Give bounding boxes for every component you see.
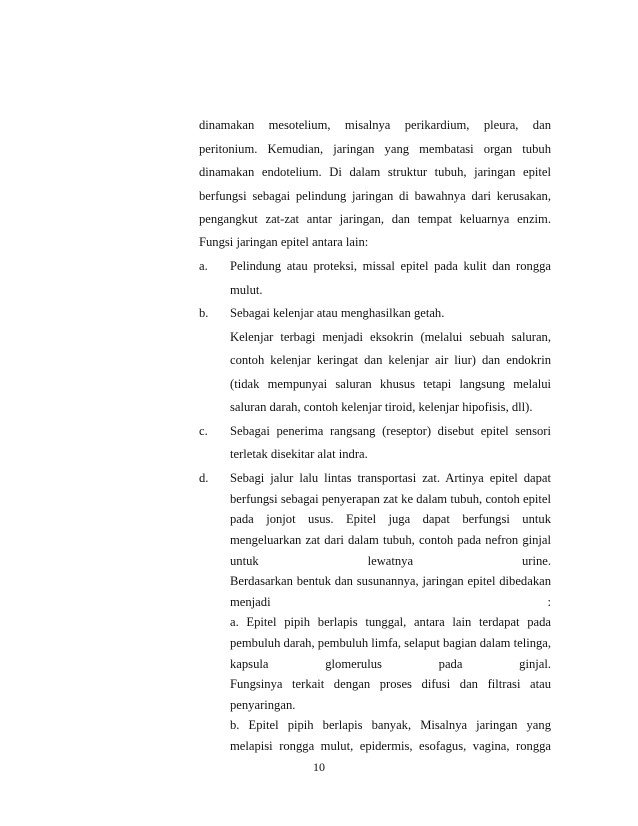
list-item-line: Sebagai kelenjar atau menghasilkan getah. [230, 306, 445, 320]
list-item-line: pada jonjot usus. Epitel juga dapat berfungsi untuk [230, 512, 551, 527]
paragraph-line: dinamakan mesotelium, misalnya perikardium, pleura, dan [199, 118, 551, 132]
list-item-line: contoh kelenjar keringat dan kelenjar air liur) dan endokrin [230, 353, 551, 367]
list-item-line: (tidak mempunyai saluran khusus tetapi langsung melalui [230, 377, 551, 391]
list-item-line: Sebagai penerima rangsang (reseptor) disebut epitel sensori [230, 424, 551, 438]
list-marker: d. [199, 471, 209, 485]
list-item-line: Berdasarkan bentuk dan susunannya, jaringan epitel dibedakan [230, 574, 551, 589]
list-item-line: saluran darah, contoh kelenjar tiroid, kelenjar hipofisis, dll). [230, 400, 533, 414]
paragraph-line: dinamakan endotelium. Di dalam struktur tubuh, jaringan epitel [199, 165, 551, 179]
list-marker: b. [199, 306, 209, 320]
list-item-line: melapisi rongga mulut, epidermis, esofagus, vagina, rongga [230, 739, 551, 753]
list-item-line: Kelenjar terbagi menjadi eksokrin (melalui sebuah saluran, [230, 330, 551, 344]
list-marker: c. [199, 424, 208, 438]
list-item-line: terletak disekitar alat indra. [230, 447, 368, 461]
paragraph-line: peritonium. Kemudian, jaringan yang membatasi organ tubuh [199, 142, 551, 156]
paragraph-line: berfungsi sebagai pelindung jaringan di bawahnya dari kerusakan, [199, 189, 551, 203]
list-item-line: berfungsi sebagai penyerapan zat ke dalam tubuh, contoh epitel [230, 491, 551, 506]
list-item-line: penyaringan. [230, 697, 296, 712]
list-item-line: menjadi : [230, 594, 551, 609]
paragraph-line: pengangkut zat-zat antar jaringan, dan tempat keluarnya enzim. [199, 212, 551, 226]
list-item-line: b. Epitel pipih berlapis banyak, Misalnya jaringan yang [230, 718, 551, 733]
page-number: 10 [313, 760, 325, 774]
list-item-line: Pelindung atau proteksi, missal epitel pada kulit dan rongga [230, 259, 551, 273]
list-item-line: pembuluh darah, pembuluh limfa, selaput bagian dalam telinga, [230, 635, 552, 650]
list-item-line: a. Epitel pipih berlapis tunggal, antara lain terdapat pada [230, 615, 551, 630]
paragraph-line: Fungsi jaringan epitel antara lain: [199, 235, 369, 249]
list-item-line: mengeluarkan zat dari dalam tubuh, contoh pada nefron ginjal [230, 532, 551, 547]
list-item-line: Fungsinya terkait dengan proses difusi dan filtrasi atau [230, 677, 551, 692]
list-item-line: mulut. [230, 283, 263, 297]
list-item-line: Sebagi jalur lalu lintas transportasi zat. Artinya epitel dapat [230, 471, 551, 485]
list-item-line: kapsula glomerulus pada ginjal. [230, 656, 551, 671]
list-item-line: untuk lewatnya urine. [230, 553, 551, 568]
list-marker: a. [199, 259, 208, 273]
